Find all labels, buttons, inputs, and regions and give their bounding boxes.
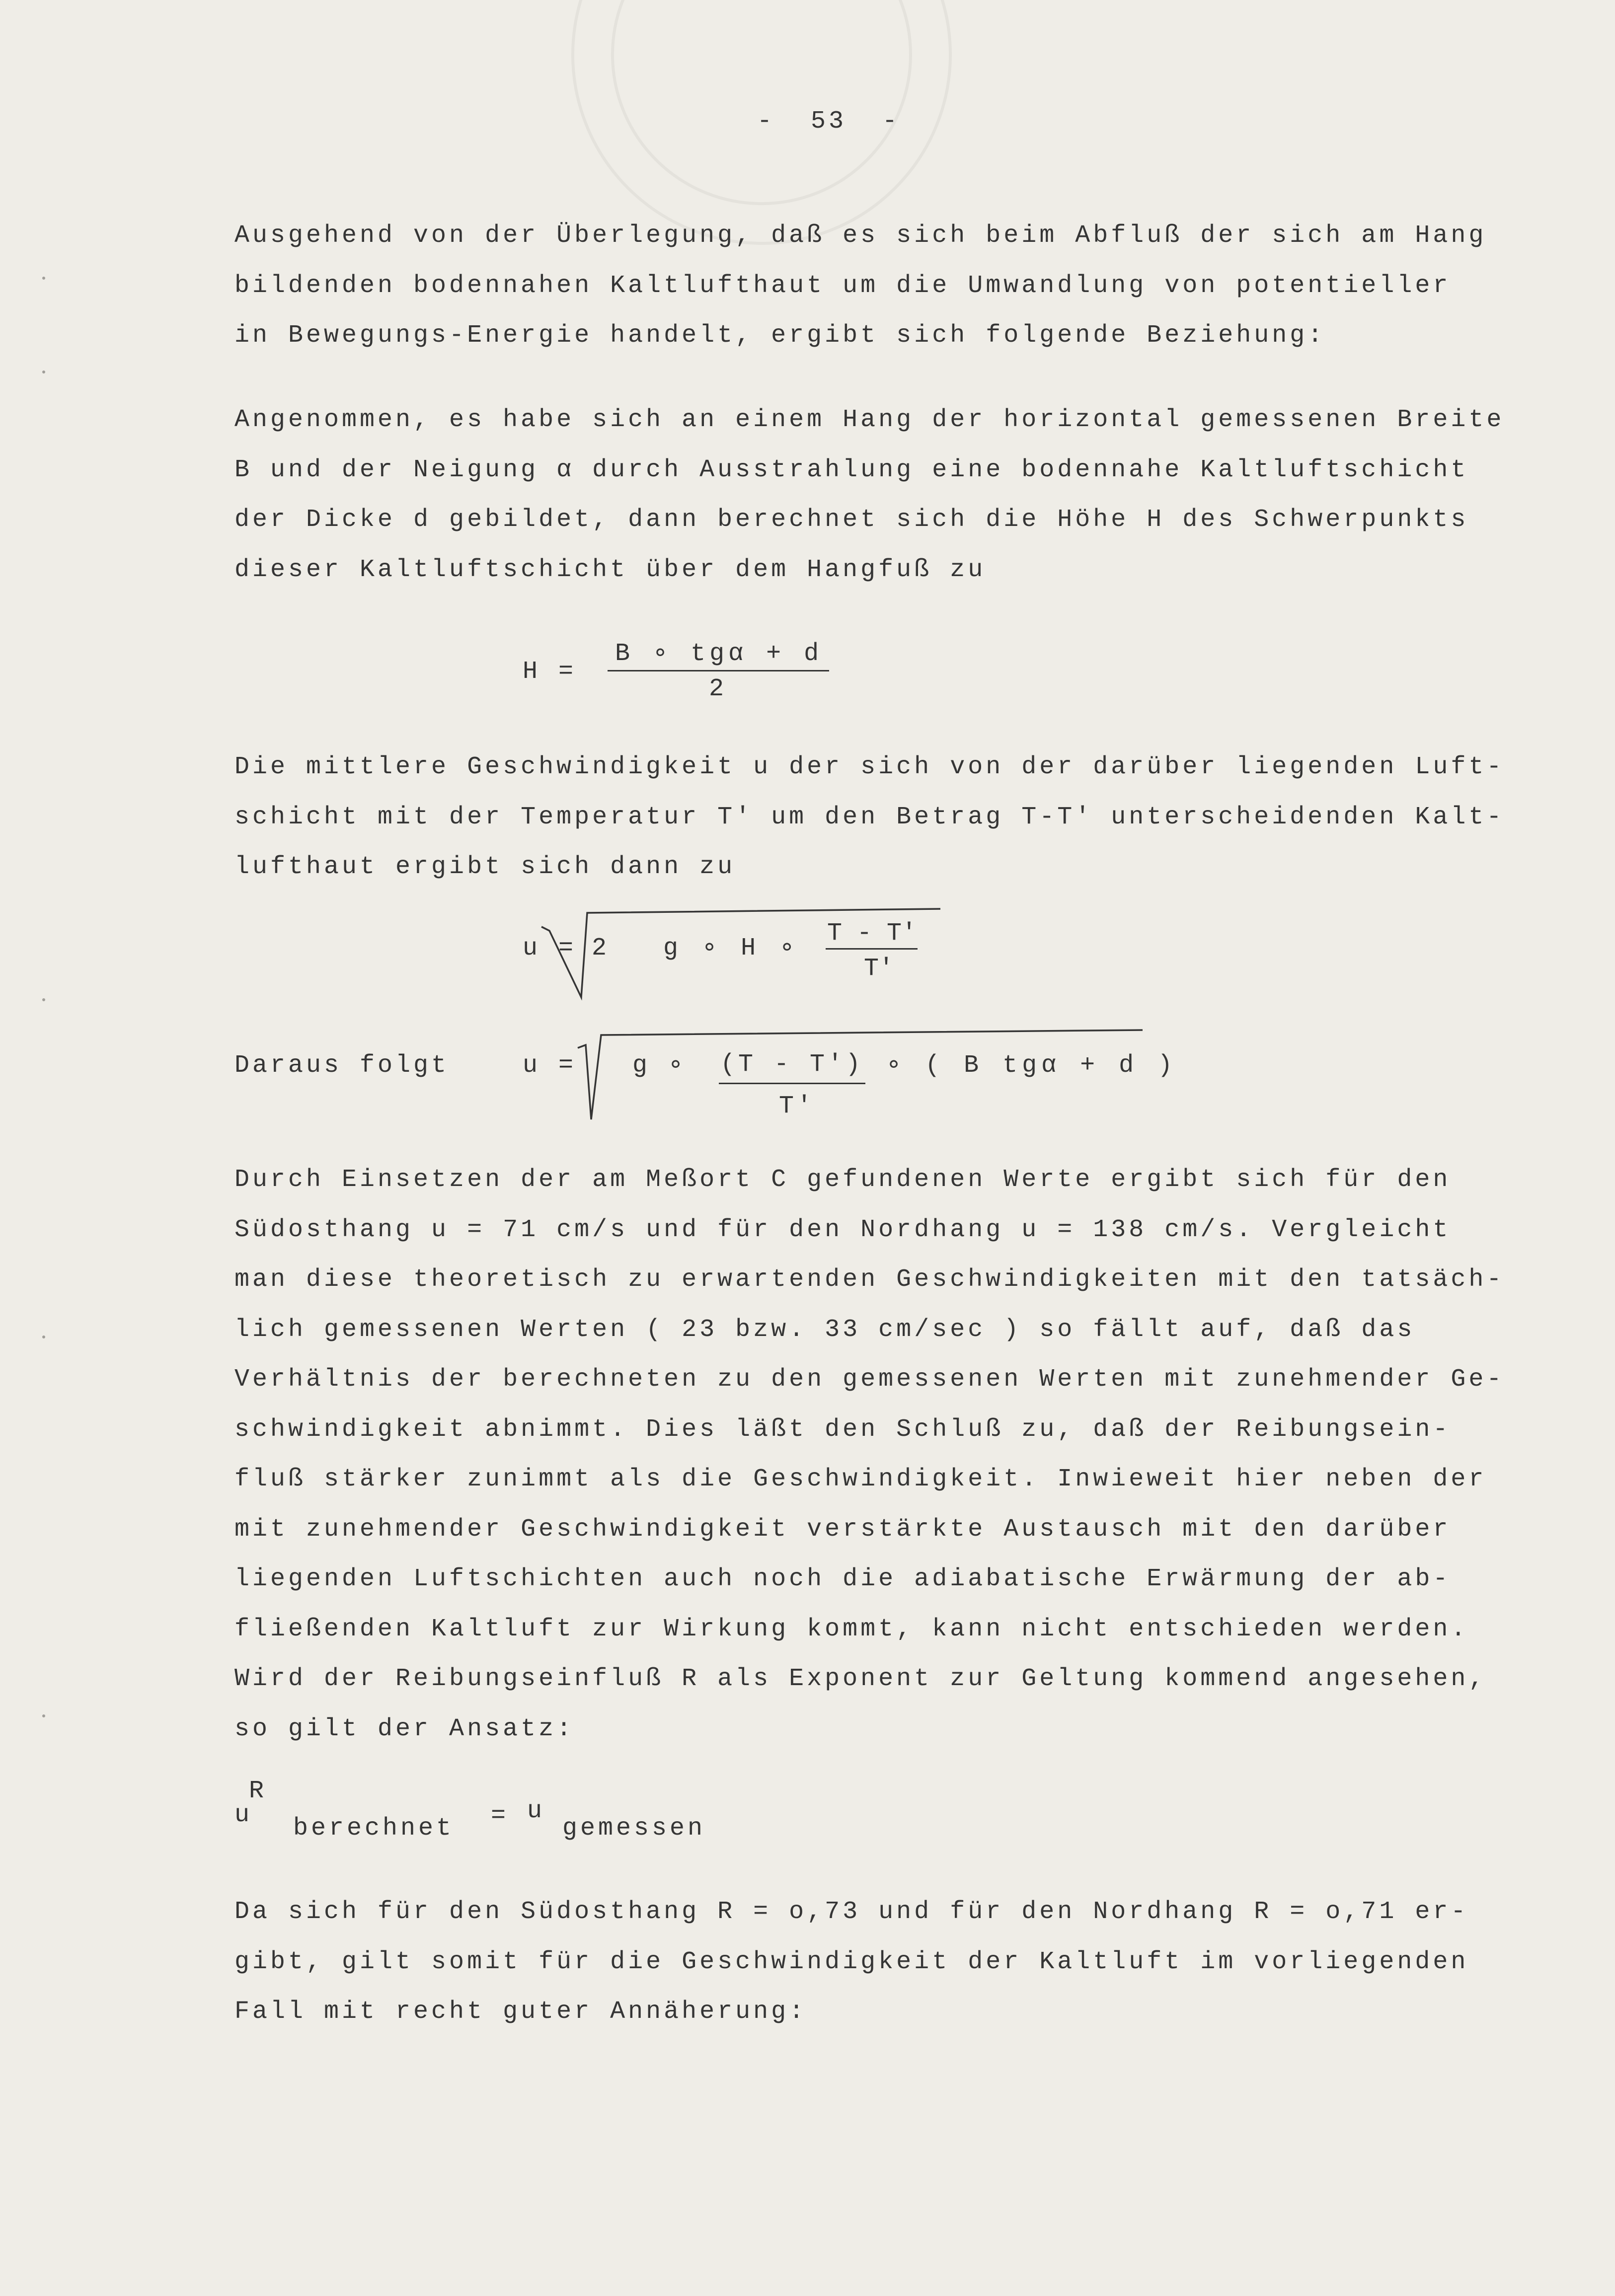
fraction-numerator: T - T'	[827, 919, 917, 948]
text-line: in Bewegungs-Energie handelt, ergibt sich folgende Beziehung:	[234, 321, 1326, 350]
formula-subscript-right: gemessen	[562, 1814, 706, 1843]
text-line: gibt, gilt somit für die Geschwindigkeit der Kaltluft im vorliegenden	[234, 1947, 1469, 1976]
margin-mark	[42, 277, 45, 280]
text-line: dieser Kaltluftschicht über dem Hangfuß zu	[234, 555, 986, 584]
text-line: bildenden bodennahen Kaltlufthaut um die Umwandlung von potentieller	[234, 271, 1451, 300]
text-line: schicht mit der Temperatur T' um den Betrag T-T' unterscheidenden Kalt-	[234, 803, 1505, 831]
formula-lhs: H =	[523, 658, 577, 686]
formula-base: u	[234, 1801, 253, 1829]
margin-mark	[42, 1335, 45, 1338]
paragraph-intro	[234, 211, 1486, 361]
text-line: Fall mit recht guter Annäherung:	[234, 1998, 807, 2026]
fraction-denominator: 2	[709, 675, 727, 703]
text-line: fluß stärker zunimmt als die Geschwindigkeit. Inwieweit hier neben der	[234, 1465, 1487, 1493]
fraction-bar	[608, 670, 829, 671]
paragraph-results	[234, 1155, 1504, 1754]
formula-equals: =	[491, 1802, 509, 1830]
text-line: lich gemessenen Werten ( 23 bzw. 33 cm/sec ) so fällt auf, daß das	[234, 1315, 1415, 1344]
text-line: fließenden Kaltluft zur Wirkung kommt, kann nicht entschieden werden.	[234, 1615, 1469, 1643]
paragraph-conclusion	[234, 1887, 1468, 2037]
margin-mark	[42, 1714, 45, 1717]
text-line: Durch Einsetzen der am Meßort C gefundenen Werte ergibt sich für den	[234, 1166, 1451, 1194]
text-line: man diese theoretisch zu erwartenden Geschwindigkeiten mit den tatsäch-	[234, 1265, 1505, 1294]
radicand-coefficient: 2	[592, 934, 610, 963]
text-line: Die mittlere Geschwindigkeit u der sich von der darüber liegenden Luft-	[234, 753, 1505, 781]
text-line: Ausgehend von der Überlegung, daß es sich beim Abfluß der sich am Hang	[234, 222, 1487, 250]
text-line: Wird der Reibungseinfluß R als Exponent zur Geltung kommend angesehen,	[234, 1665, 1487, 1693]
text-line: Da sich für den Südosthang R = o,73 und für den Nordhang R = o,71 er-	[234, 1898, 1469, 1926]
text-line: Verhältnis der berechneten zu den gemessenen Werten mit zunehmender Ge-	[234, 1365, 1505, 1394]
text-line: lufthaut ergibt sich dann zu	[234, 853, 736, 881]
fraction-bar	[719, 1083, 865, 1084]
text-line: Angenommen, es habe sich an einem Hang der horizontal gemessenen Breite	[234, 406, 1505, 434]
text-line: der Dicke d gebildet, dann berechnet sich die Höhe H des Schwerpunkts	[234, 506, 1469, 534]
fraction-numerator: B ∘ tgα + d	[615, 640, 823, 668]
formula-subscript-left: berechnet	[293, 1814, 455, 1843]
formula-lhs: u =	[523, 1051, 577, 1080]
text-line: liegenden Luftschichten auch noch die adiabatische Erwärmung der ab-	[234, 1565, 1451, 1593]
text-line: so gilt der Ansatz:	[234, 1714, 575, 1743]
margin-mark	[42, 370, 45, 373]
formula-base-right: u	[527, 1797, 545, 1825]
paragraph-velocity	[234, 742, 1504, 892]
text-line: B und der Neigung α durch Ausstrahlung eine bodennahe Kaltluftschicht	[234, 455, 1469, 484]
text-line: schwindigkeit abnimmt. Dies läßt den Schluß zu, daß der Reibungsein-	[234, 1415, 1451, 1444]
fraction-denominator: T'	[864, 955, 894, 983]
text-line: Südosthang u = 71 cm/s und für den Nordhang u = 138 cm/s. Vergleicht	[234, 1215, 1451, 1244]
fraction-bar	[826, 948, 918, 950]
text-line: mit zunehmender Geschwindigkeit verstärkte Austausch mit den darüber	[234, 1515, 1451, 1544]
radicand-tail: ∘ ( B tgα + d )	[886, 1051, 1177, 1080]
formula-exponent: R	[249, 1777, 267, 1805]
radicand-factor: g ∘	[632, 1051, 687, 1080]
formula-lhs: u =	[523, 934, 577, 963]
formula-label: Daraus folgt	[234, 1051, 450, 1080]
page-number: - 53 -	[757, 107, 901, 136]
paragraph-assumption	[234, 395, 1504, 595]
margin-mark	[42, 998, 45, 1001]
fraction-denominator: T'	[779, 1092, 815, 1120]
radicand-factors: g ∘ H ∘	[663, 934, 799, 963]
fraction-numerator: (T - T')	[720, 1050, 864, 1079]
